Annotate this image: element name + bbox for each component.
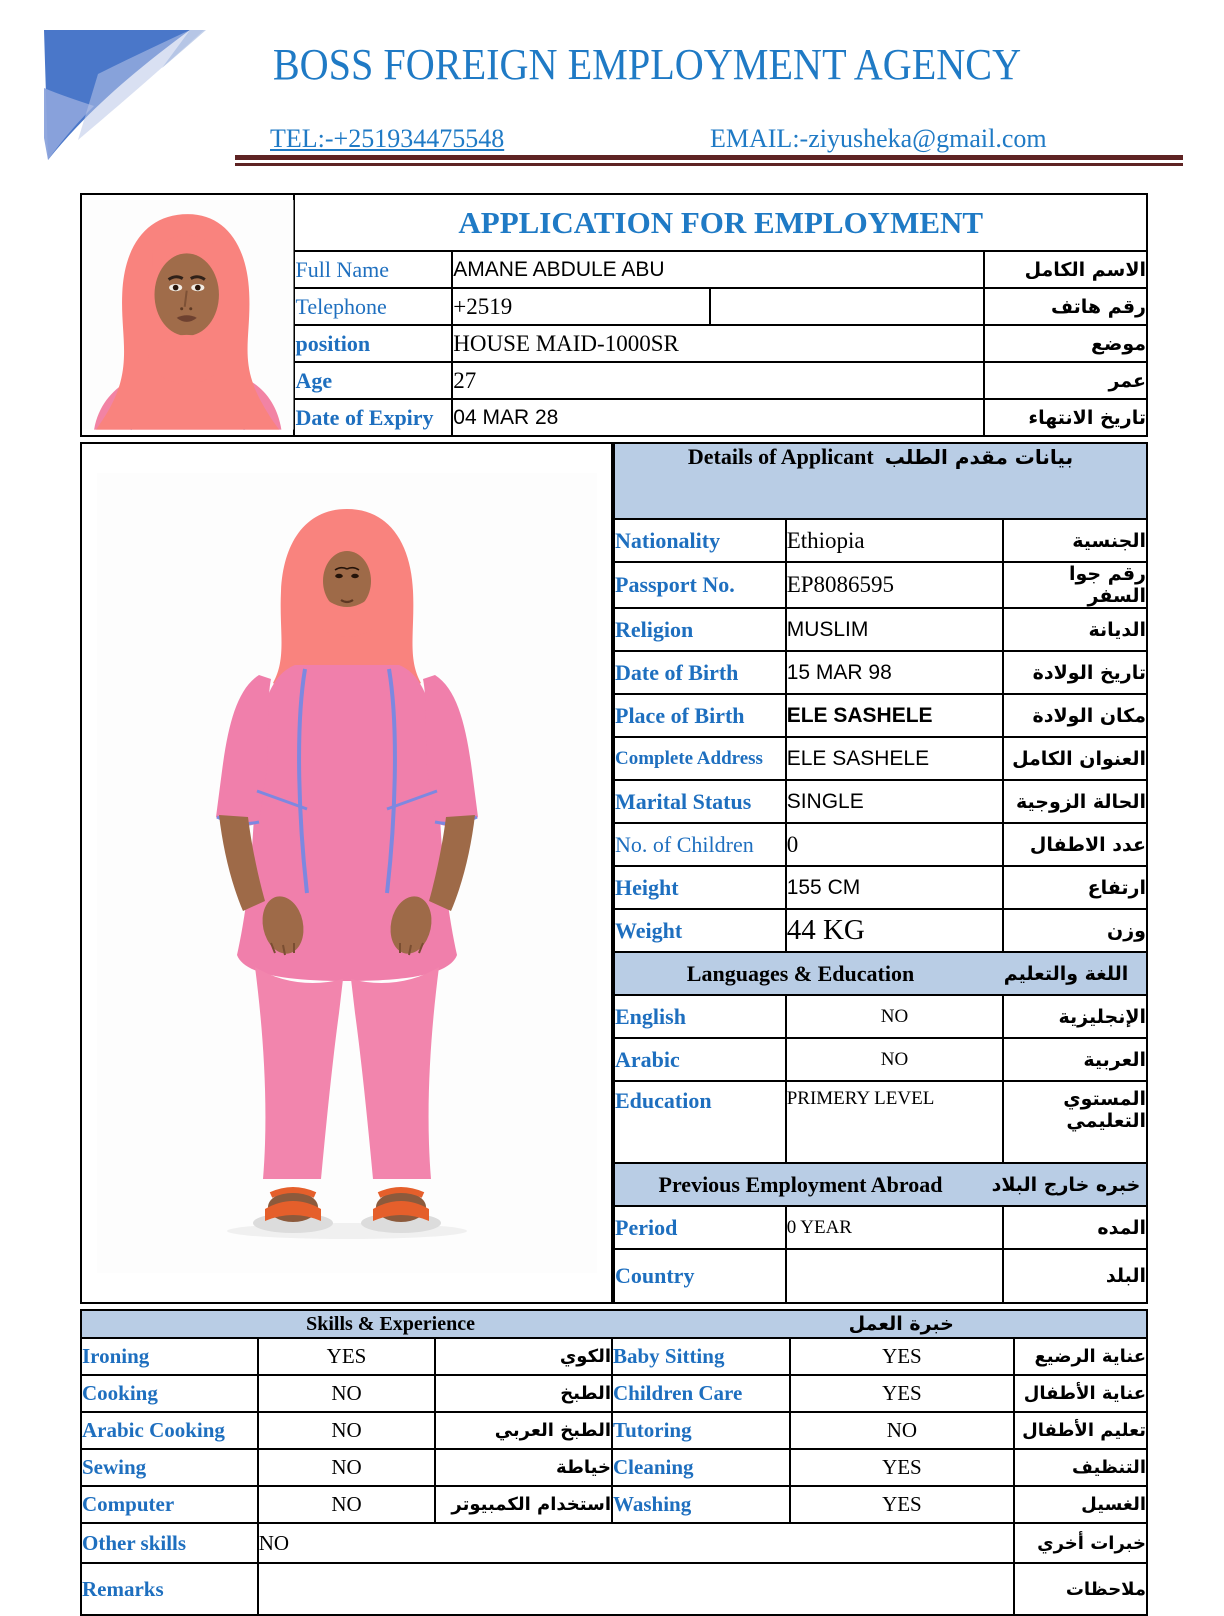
childrencare-label-ar: عناية الأطفال (1014, 1375, 1147, 1412)
height-label-ar: ارتفاع (1003, 866, 1147, 909)
applicant-full-body-photo (80, 442, 613, 1304)
agency-logo-icon (38, 28, 212, 168)
skills-table (80, 1309, 1148, 1616)
ironing-label: Ironing (81, 1338, 258, 1375)
children-label-ar: عدد الاطفال (1003, 823, 1147, 866)
religion-value: MUSLIM (786, 608, 1004, 651)
previous-employment-section-header (614, 1163, 1147, 1206)
sewing-label-ar: خياطة (435, 1449, 612, 1486)
tutoring-value: NO (790, 1412, 1014, 1449)
cooking-value: NO (258, 1375, 436, 1412)
age-label-ar: عمر (984, 362, 1147, 399)
pob-value: ELE SASHELE (786, 694, 1004, 737)
application-title: APPLICATION FOR EMPLOYMENT (294, 194, 1147, 251)
position-label-ar: موضع (984, 325, 1147, 362)
skills-section-header (81, 1310, 1147, 1338)
full-name-value: AMANE ABDULE ABU (452, 251, 984, 288)
computer-label-ar: استخدام الكمبيوتر (435, 1486, 612, 1523)
cooking-label: Cooking (81, 1375, 258, 1412)
age-value: 27 (452, 362, 984, 399)
arabic-value: NO (786, 1038, 1004, 1081)
children-value: 0 (786, 823, 1004, 866)
pob-label: Place of Birth (614, 694, 786, 737)
religion-label: Religion (614, 608, 786, 651)
remarks-label-ar: ملاحظات (1014, 1563, 1147, 1615)
previous-header-ar: خبره خارج البلاد (991, 1173, 1141, 1196)
country-label: Country (614, 1249, 786, 1303)
address-value: ELE SASHELE (786, 737, 1004, 780)
details-header-ar: بيانات مقدم الطلب (884, 445, 1074, 469)
skills-header-ar: خبرة العمل (848, 1312, 954, 1335)
childrencare-value: YES (790, 1375, 1014, 1412)
weight-label-ar: وزن (1003, 909, 1147, 952)
expiry-value: 04 MAR 28 (452, 399, 984, 436)
dob-value: 15 MAR 98 (786, 651, 1004, 694)
arabic-cooking-label: Arabic Cooking (81, 1412, 258, 1449)
skills-header-en: Skills & Experience (306, 1312, 475, 1335)
arabic-label: Arabic (614, 1038, 786, 1081)
telephone-label-ar: رقم هاتف (984, 288, 1147, 325)
marital-value: SINGLE (786, 780, 1004, 823)
languages-header-en: Languages & Education (686, 960, 915, 986)
period-value: 0 YEAR (786, 1206, 1004, 1249)
dob-label: Date of Birth (614, 651, 786, 694)
children-label: No. of Children (614, 823, 786, 866)
education-label: Education (614, 1081, 786, 1163)
childrencare-label: Children Care (612, 1375, 790, 1412)
marital-label-ar: الحالة الزوجية (1003, 780, 1147, 823)
sewing-label: Sewing (81, 1449, 258, 1486)
expiry-label-ar: تاريخ الانتهاء (984, 399, 1147, 436)
sewing-value: NO (258, 1449, 436, 1486)
cleaning-value: YES (790, 1449, 1014, 1486)
expiry-label: Date of Expiry (294, 399, 452, 436)
header-divider (235, 155, 1183, 166)
remarks-label: Remarks (81, 1563, 258, 1615)
weight-label: Weight (614, 909, 786, 952)
marital-label: Marital Status (614, 780, 786, 823)
applicant-headshot-photo (81, 194, 294, 436)
age-label: Age (294, 362, 452, 399)
languages-header-ar: اللغة والتعليم (1003, 962, 1129, 985)
address-label: Complete Address (614, 737, 786, 780)
form-body (80, 193, 1148, 1616)
details-header-en: Details of Applicant (687, 444, 874, 469)
pob-label-ar: مكان الولادة (1003, 694, 1147, 737)
passport-label: Passport No. (614, 562, 786, 608)
computer-value: NO (258, 1486, 436, 1523)
country-label-ar: البلد (1003, 1249, 1147, 1303)
nationality-value: Ethiopia (786, 519, 1004, 562)
period-label: Period (614, 1206, 786, 1249)
dob-label-ar: تاريخ الولادة (1003, 651, 1147, 694)
cooking-label-ar: الطبخ (435, 1375, 612, 1412)
application-table (80, 193, 1148, 437)
agency-name: BOSS FOREIGN EMPLOYMENT AGENCY (272, 39, 1022, 89)
other-skills-label: Other skills (81, 1523, 258, 1563)
passport-value: EP8086595 (786, 562, 1004, 608)
arabic-cooking-value: NO (258, 1412, 436, 1449)
cleaning-label-ar: التنظيف (1014, 1449, 1147, 1486)
weight-value: 44 KG (786, 909, 1004, 952)
height-label: Height (614, 866, 786, 909)
email-link[interactable]: EMAIL:-ziyusheka@gmail.com (710, 124, 1047, 153)
previous-header-en: Previous Employment Abroad (658, 1171, 943, 1197)
babysitting-label-ar: عناية الرضيع (1014, 1338, 1147, 1375)
passport-label-ar: رقم جوا السفر (1003, 562, 1147, 608)
full-name-label: Full Name (294, 251, 452, 288)
tutoring-label-ar: تعليم الأطفال (1014, 1412, 1147, 1449)
arabic-cooking-label-ar: الطبخ العربي (435, 1412, 612, 1449)
period-label-ar: المده (1003, 1206, 1147, 1249)
nationality-label-ar: الجنسية (1003, 519, 1147, 562)
english-label-ar: الإنجليزية (1003, 995, 1147, 1038)
washing-value: YES (790, 1486, 1014, 1523)
details-table (613, 442, 1148, 1304)
height-value: 155 CM (786, 866, 1004, 909)
computer-label: Computer (81, 1486, 258, 1523)
ironing-value: YES (258, 1338, 436, 1375)
cleaning-label: Cleaning (612, 1449, 790, 1486)
arabic-label-ar: العربية (1003, 1038, 1147, 1081)
babysitting-value: YES (790, 1338, 1014, 1375)
tutoring-label: Tutoring (612, 1412, 790, 1449)
address-label-ar: العنوان الكامل (1003, 737, 1147, 780)
education-label-ar: المستوي التعليمي (1003, 1081, 1147, 1163)
washing-label-ar: الغسيل (1014, 1486, 1147, 1523)
education-value: PRIMERY LEVEL (786, 1081, 1004, 1163)
telephone-value: +2519 (452, 288, 710, 325)
telephone-value-extra (710, 288, 984, 325)
english-label: English (614, 995, 786, 1038)
telephone-label: Telephone (294, 288, 452, 325)
english-value: NO (786, 995, 1004, 1038)
babysitting-label: Baby Sitting (612, 1338, 790, 1375)
country-value (786, 1249, 1004, 1303)
other-skills-label-ar: خبرات أخري (1014, 1523, 1147, 1563)
ironing-label-ar: الكوي (435, 1338, 612, 1375)
nationality-label: Nationality (614, 519, 786, 562)
full-name-label-ar: الاسم الكامل (984, 251, 1147, 288)
tel-link[interactable]: TEL:-+251934475548 (270, 124, 505, 153)
other-skills-value: NO (258, 1523, 1014, 1563)
position-label: position (294, 325, 452, 362)
details-section-header (614, 443, 1147, 519)
languages-section-header (614, 952, 1147, 995)
religion-label-ar: الديانة (1003, 608, 1147, 651)
washing-label: Washing (612, 1486, 790, 1523)
middle-band (80, 442, 1148, 1304)
remarks-value (258, 1563, 1014, 1615)
position-value: HOUSE MAID-1000SR (452, 325, 984, 362)
